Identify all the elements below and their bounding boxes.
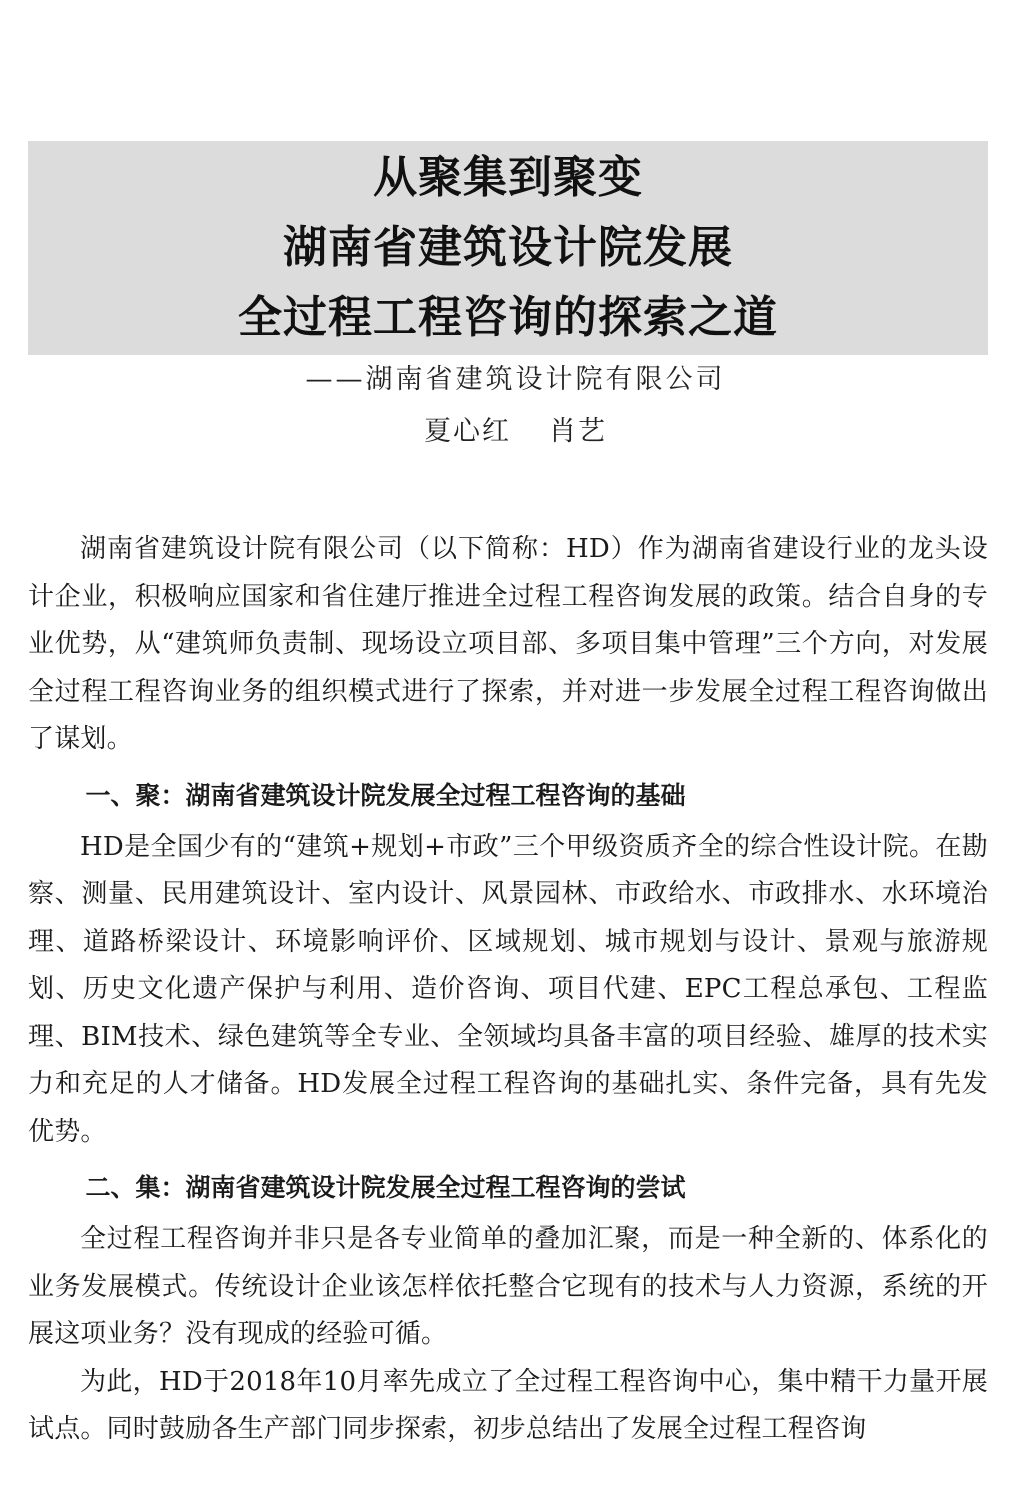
title-line-3: 全过程工程咨询的探索之道: [238, 292, 778, 343]
intro-paragraph: 湖南省建筑设计院有限公司（以下简称：HD）作为湖南省建设行业的龙头设计企业，积极响应国家和省住建厅推进全过程工程咨询发展的政策。结合自身的专业优势，从“建筑师负责制、现场设立项目部、多项目集中管理”三个方向，对发展全过程工程咨询业务的组织模式进行了探索，并对进一步发展全过程工程咨询做出了谋划。: [28, 534, 988, 754]
author-1: 夏心红: [424, 416, 511, 447]
section-2-paragraph-1: 全过程工程咨询并非只是各专业简单的叠加汇聚，而是一种全新的、体系化的业务发展模式。传统设计企业该怎样依托整合它现有的技术与人力资源，系统的开展这项业务？没有现成的经验可循。: [28, 1224, 988, 1349]
section-1-paragraph: HD是全国少有的“建筑+规划+市政”三个甲级资质齐全的综合性设计院。在勘察、测量、民用建筑设计、室内设计、风景园林、市政给水、市政排水、水环境治理、道路桥梁设计、环境影响评价、区域规划、城市规划与设计、景观与旅游规划、历史文化遗产保护与利用、造价咨询、项目代建、EPC工程总承包、工程监理、BIM技术、绿色建筑等全专业、全领域均具备丰富的项目经验、雄厚的技术实力和充足的人才储备。HD发展全过程工程咨询的基础扎实、条件完备，具有先发优势。: [28, 831, 988, 1147]
subtitle-organization: ——湖南省建筑设计院有限公司: [305, 364, 726, 395]
section-2-heading: 二、集：湖南省建筑设计院发展全过程工程咨询的尝试: [85, 1173, 686, 1202]
title-line-1: 从聚集到聚变: [373, 152, 643, 203]
section-1-heading: 一、聚：湖南省建筑设计院发展全过程工程咨询的基础: [85, 780, 686, 810]
title-banner: [28, 141, 988, 355]
section-2-paragraph-2: 为此，HD于2018年10月率先成立了全过程工程咨询中心，集中精干力量开展试点。同时鼓励各生产部门同步探索，初步总结出了发展全过程工程咨询: [28, 1366, 988, 1444]
article-body: [28, 526, 988, 1454]
authors: [0, 412, 1031, 452]
author-2: 肖艺: [549, 416, 607, 447]
title-line-2: 湖南省建筑设计院发展: [283, 222, 733, 273]
